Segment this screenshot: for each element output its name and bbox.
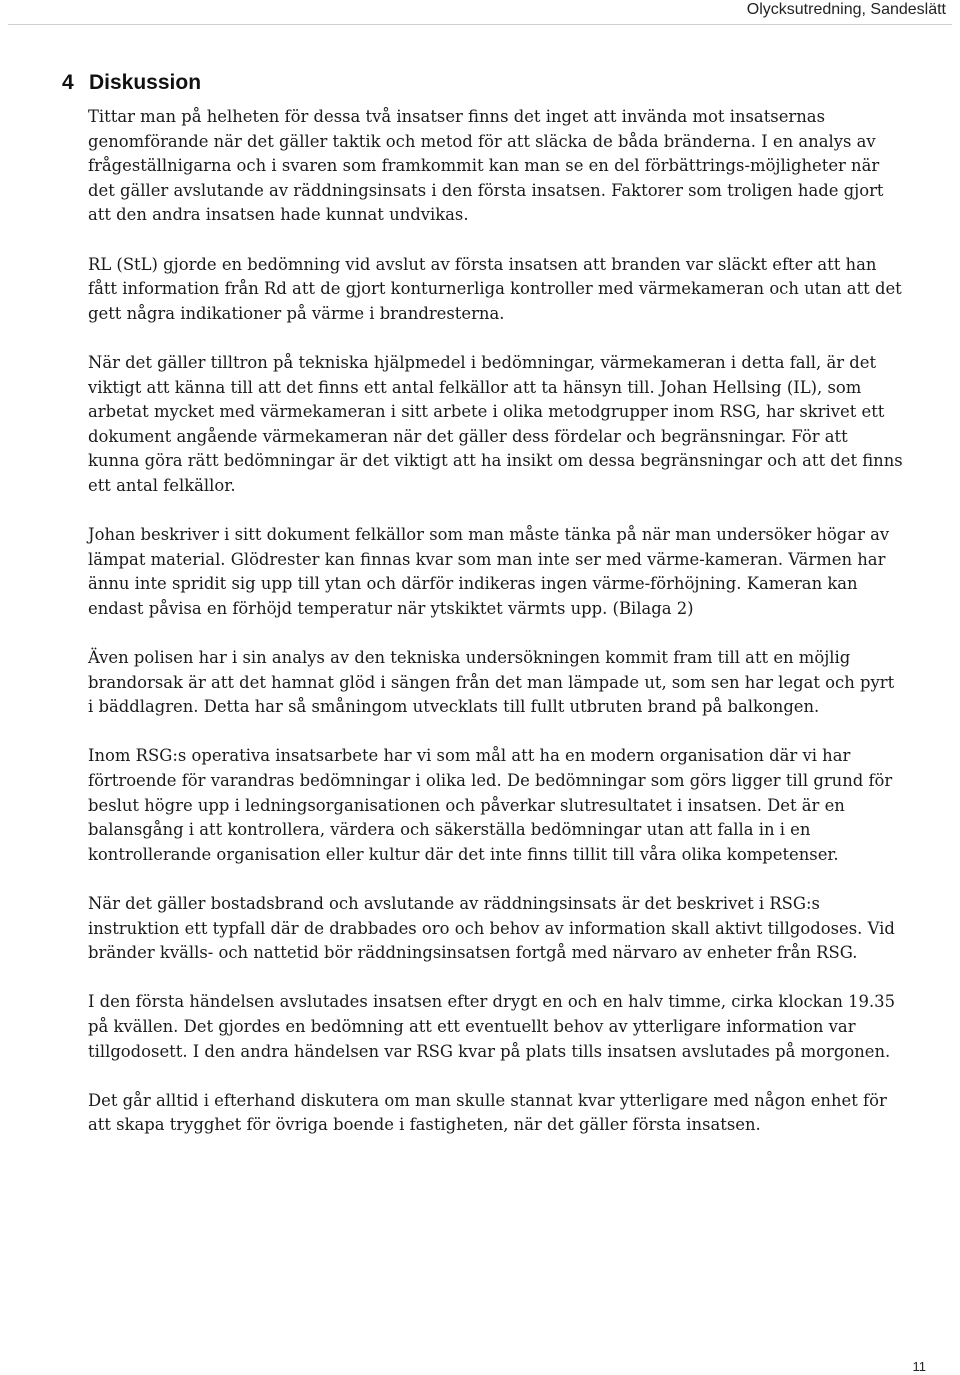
page-number: 11: [912, 1359, 926, 1374]
paragraph-6: Inom RSG:s operativa insatsarbete har vi som mål att ha en modern organisation där vi har förtroende för varandras bedömningar i olika led. De bedömningar som görs ligger till grund för beslut högre upp i ledningsorganisationen och påverkar slutresultatet i insatsen. Det är en balansgång i att kontrollera, värdera och säkerställa bedömningar utan att falla in i en kontrollerande organisation eller kultur där det inte finns tillit till våra olika kompetenser.: [88, 746, 893, 864]
section-body: [88, 105, 903, 1163]
section-title: Diskussion: [89, 71, 202, 94]
paragraph-4: Johan beskriver i sitt dokument felkällor som man måste tänka på när man undersöker högar av lämpat material. Glödrester kan finnas kvar som man inte ser med värme-kameran. Värmen har ännu inte spridit sig upp till ytan och därför indikeras ingen värme-förhöjning. Kameran kan endast påvisa en förhöjd temperatur när ytskiktet värmts upp. (Bilaga 2): [88, 525, 890, 618]
paragraph-8: I den första händelsen avslutades insatsen efter drygt en och en halv timme, cirka klockan 19.35 på kvällen. Det gjordes en bedömning att ett eventuellt behov av ytterligare information var tillgodosett. I den andra händelsen var RSG kvar på plats tills insatsen avslutades på morgonen.: [88, 992, 896, 1061]
running-header-title: Olycksutredning, Sandeslätt: [746, 1, 946, 18]
paragraph-1: Tittar man på helheten för dessa två insatser finns det inget att invända mot insatsernas genomförande när det gäller taktik och metod för att släcka de båda bränderna. I en analys av frågeställnigarna och i svaren som framkommit kan man se en del förbättrings-möjligheter när det gäller avslutande av räddningsinsats i den första insatsen. Faktorer som troligen hade gjort att den andra insatsen hade kunnat undvikas.: [88, 107, 884, 225]
paragraph-3: När det gäller tilltron på tekniska hjälpmedel i bedömningar, värmekameran i detta fall, är det viktigt att känna till att det finns ett antal felkällor att ta hänsyn till. Johan Hellsing (IL), som arbetat mycket med värmekameran i sitt arbete i olika metodgrupper inom RSG, har skrivet ett dokument angående värmekameran när det gäller dess fördelar och begränsningar. För att kunna göra rätt bedömningar är det viktigt att ha insikt om dessa begränsningar och att det finns ett antal felkällor.: [88, 352, 903, 495]
paragraph-7: När det gäller bostadsbrand och avslutande av räddningsinsats är det beskrivet i RSG:s instruktion ett typfall där de drabbades oro och behov av information skall aktivt tillgodoses. Vid bränder kvälls- och nattetid bör räddningsinsatsen fortgå med närvaro av enheter från RSG.: [88, 894, 895, 963]
section-number: 4: [62, 71, 74, 94]
paragraph-9: Det går alltid i efterhand diskutera om man skulle stannat kvar ytterligare med någon enhet för att skapa trygghet för övriga boende i fastigheten, när det gäller första insatsen.: [88, 1090, 887, 1135]
paragraph-2: RL (StL) gjorde en bedömning vid avslut av första insatsen att branden var släckt efter att han fått information från Rd att de gjort konturnerliga kontroller med värmekameran och utan att det gett några indikationer på värme i brandresterna.: [88, 254, 902, 323]
paragraph-5: Även polisen har i sin analys av den tekniska undersökningen kommit fram till att en möjlig brandorsak är att det hamnat glöd i sängen från det man lämpade ut, som sen har legat och pyrt i bäddlagren. Detta har så småningom utvecklats till fullt utbruten brand på balkongen.: [88, 648, 895, 717]
section-heading: [62, 70, 201, 96]
header-divider: [8, 24, 952, 25]
